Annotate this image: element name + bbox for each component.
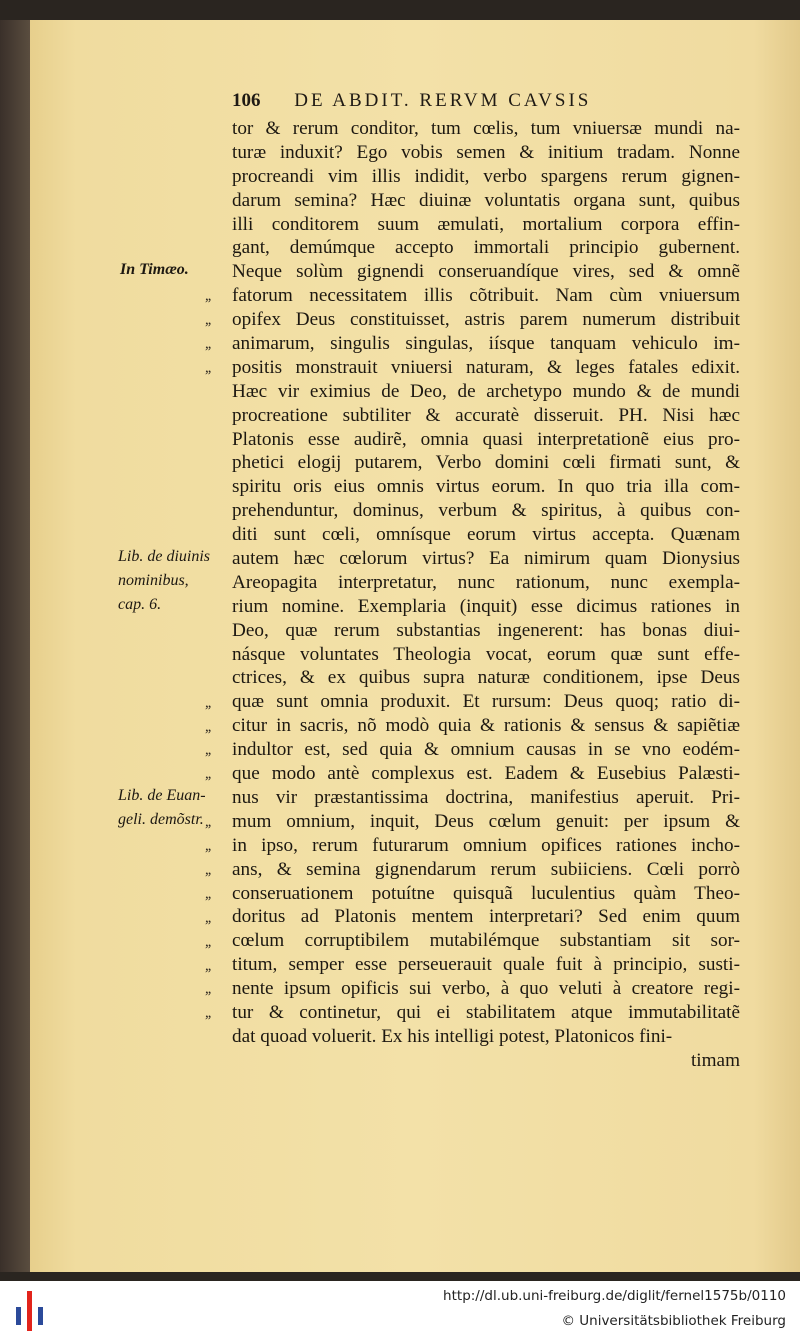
text-line: tur & continetur, qui ei stabilitatem atque immutabilitatẽ — [232, 1001, 740, 1023]
copyright-notice: © Universitätsbibliothek Freiburg — [561, 1313, 786, 1329]
text-line: nente ipsum opificis sui verbo, à quo veluti à creatore regi- — [232, 978, 740, 1000]
running-title: DE ABDIT. RERVM CAVSIS — [294, 90, 592, 111]
quotation-mark: ,, — [205, 861, 211, 878]
text-line: rium nomine. Exemplaria (inquit) esse dicimus rationes in — [232, 595, 740, 617]
text-line: illi conditorem suum æmulati, mortalium corpora effin- — [232, 213, 740, 235]
quotation-mark: ,, — [205, 933, 211, 950]
text-line: Neque solùm gignendi conseruandíque vires, sed & omnẽ — [232, 261, 740, 283]
text-line: animarum, singulis singulas, iísque tanquam vehiculo im- — [232, 333, 740, 355]
quotation-mark: ,, — [205, 838, 211, 854]
margin-note-timaeus: In Timæo. — [120, 261, 189, 278]
text-line: Platonis esse audirẽ, omnia quasi interpretationẽ eius pro- — [232, 428, 740, 450]
text-line: turæ induxit? Ego vobis semen & initium tradam. Nonne — [232, 141, 740, 163]
running-head — [232, 90, 652, 118]
text-line: doritus ad Platonis mentem interpretari? Sed enim quum — [232, 906, 740, 928]
text-line: citur in sacris, nõ modò quia & rationis & sensus & sapiẽtiæ — [232, 715, 740, 737]
text-line: que modo antè complexus est. Eadem & Eusebius Palæsti- — [232, 763, 740, 785]
margin-note-dionysius-line1: Lib. de diuinis — [118, 548, 211, 565]
quotation-mark: ,, — [205, 336, 211, 353]
text-line: mum omnium, inquit, Deus cœlum genuit: per ipsum & — [232, 810, 740, 832]
text-line: diti sunt cœli, omnísque eorum virtus accepta. Quænam — [232, 524, 740, 546]
margin-note-eusebius-line2: geli. demõstr. — [118, 811, 204, 828]
main-text-block — [232, 117, 740, 1073]
quotation-mark: ,, — [205, 742, 211, 759]
text-line: gant, demúmque accepto immortali principio gubernent. — [232, 237, 740, 259]
quotation-mark: ,, — [205, 312, 211, 329]
text-line: cœlum corruptibilem mutabilémque substantiam sit sor- — [232, 930, 740, 952]
text-line: ctrices, & ex quibus supra naturæ conditionem, ipse Deus — [232, 667, 740, 689]
text-line: opifex Deus constituisset, astris parem numerum distribuit — [232, 309, 740, 331]
text-line: titum, semper esse perseuerauit quale fuit à principio, susti- — [232, 954, 740, 976]
book-binding-edge — [0, 20, 30, 1272]
page-number: 106 — [232, 90, 261, 111]
text-line: Areopagita interpretatur, nunc rationum, nunc exempla- — [232, 571, 740, 593]
text-line: timam — [690, 1049, 740, 1071]
text-line: procreandi vim illis indidit, verbo spargens rerum gignen- — [232, 165, 740, 187]
text-line: spiritu oris eius omnis virtus eorum. In quo tria illa com- — [232, 476, 740, 498]
permalink-url[interactable]: http://dl.ub.uni-freiburg.de/diglit/fernel1575b/0110 — [443, 1288, 786, 1304]
text-line: autem hæc cœlorum virtus? Ea nimirum quam Dionysius — [232, 548, 740, 570]
text-line: ans, & semina gignendarum rerum subiiciens. Cœli porrò — [232, 858, 740, 880]
text-line: prehenduntur, dominus, verbum & spiritus, à quibus con- — [232, 500, 740, 522]
quotation-mark: ,, — [205, 718, 211, 735]
text-line: phetici elogij putarem, Verbo domini cœli firmati sunt, & — [232, 452, 740, 474]
text-line: nus vir præstantissima doctrina, manifestius aperuit. Pri- — [232, 786, 740, 808]
library-logo-icon — [10, 1289, 50, 1333]
text-line: positis monstrauit vniuersi naturam, & leges fatales edixit. — [232, 356, 740, 378]
footer-bar — [0, 1281, 800, 1339]
quotation-mark: ,, — [205, 694, 211, 711]
quotation-mark: ,, — [205, 360, 211, 376]
text-line: dat quoad voluerit. Ex his intelligi potest, Platonicos fini- — [232, 1025, 673, 1047]
margin-note-dionysius-line3: cap. 6. — [118, 596, 162, 613]
text-line: fatorum necessitatem illis cõtribuit. Nam cùm vniuersum — [232, 285, 740, 307]
text-line: procreatione subtiliter & accuratè disseruit. PH. Nisi hæc — [232, 404, 740, 426]
margin-note-dionysius-line2: nominibus, — [118, 572, 189, 589]
text-line: darum semina? Hæc diuinæ voluntatis organa sunt, quibus — [232, 189, 740, 211]
text-line: násque voluntates Theologia vocat, eorum quæ sunt effe- — [232, 643, 740, 665]
quotation-mark: ,, — [205, 909, 211, 926]
text-line: in ipso, rerum futurarum omnium opifices rationes incho- — [232, 834, 740, 856]
text-line: tor & rerum conditor, tum cœlis, tum vniuersæ mundi na- — [232, 118, 740, 139]
text-line: quæ sunt omnia produxit. Et rursum: Deus quoq; ratio di- — [232, 691, 740, 713]
text-line: indultor est, sed quia & omnium causas in se vno eodém- — [232, 739, 740, 761]
margin-note-eusebius-line1: Lib. de Euan- — [118, 787, 206, 804]
text-line: Hæc vir eximius de Deo, de archetypo mundo & de mundi — [232, 380, 740, 402]
quotation-mark: ,, — [205, 885, 211, 902]
quotation-mark: ,, — [205, 981, 211, 998]
text-line: Deo, quæ rerum substantias ingenerent: has bonas diui- — [232, 619, 740, 641]
quotation-mark: ,, — [205, 288, 211, 305]
quotation-mark: ,, — [205, 957, 211, 974]
quotation-mark: ,, — [205, 766, 211, 783]
text-line: conseruationem potuítne quisquã luculentius quàm Theo- — [232, 882, 740, 904]
quotation-mark: ,, — [205, 814, 211, 831]
quotation-mark: ,, — [205, 1005, 211, 1022]
